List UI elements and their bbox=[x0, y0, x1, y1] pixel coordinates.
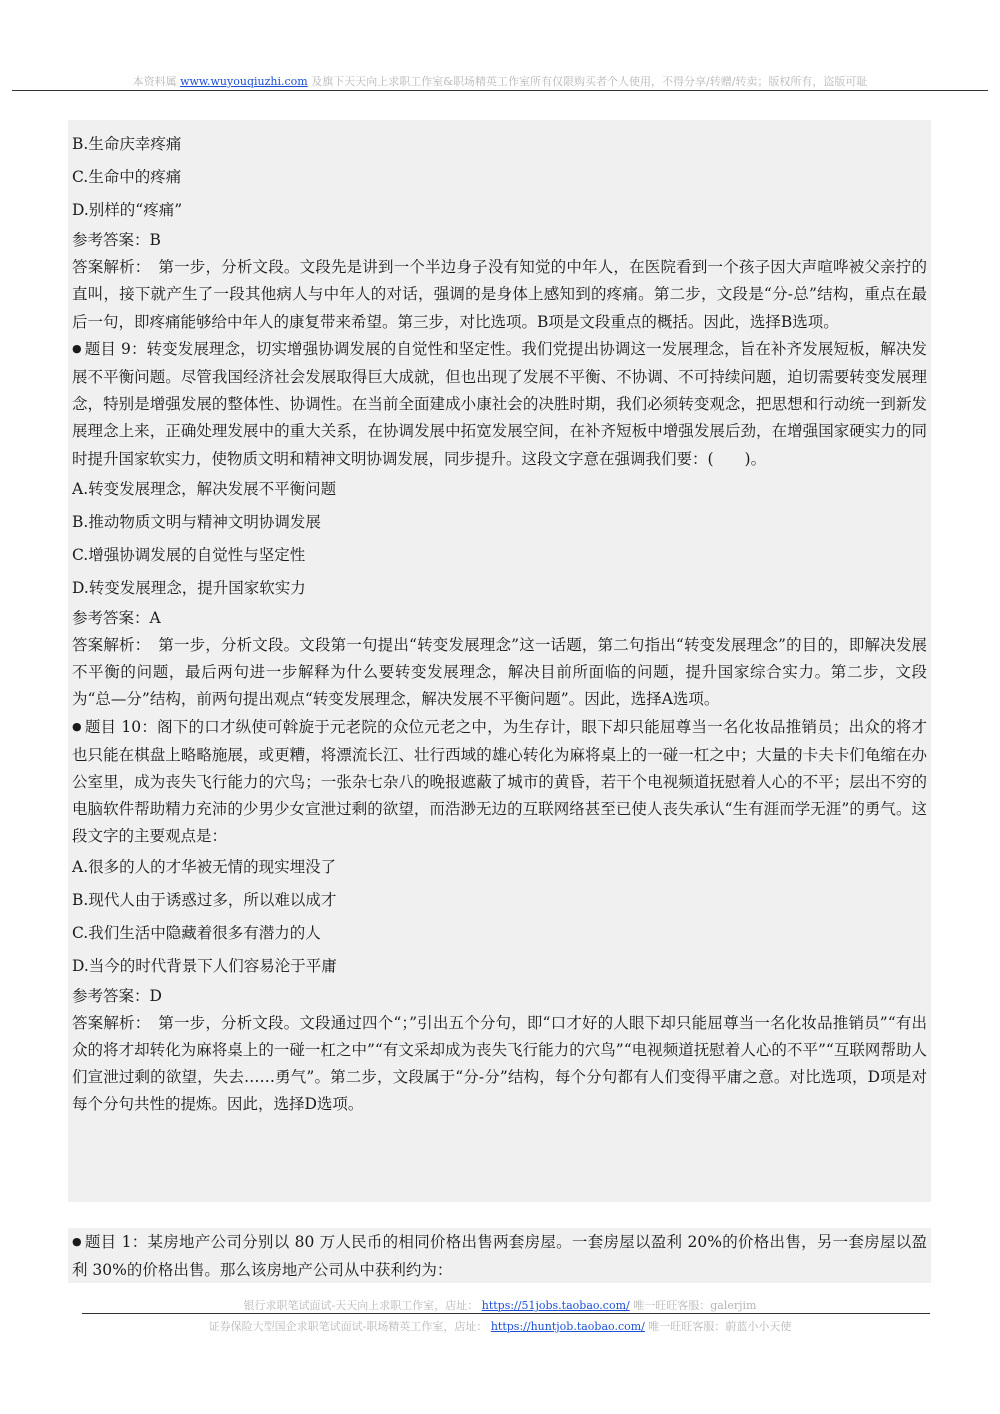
q10-answer: 参考答案：D bbox=[72, 986, 162, 1005]
footer-line2-suffix: 唯一旺旺客服：蔚蓝小小天使 bbox=[648, 1320, 792, 1333]
footer-line-2 bbox=[0, 1318, 1000, 1334]
q8-analysis: 答案解析： 第一步，分析文段。文段先是讲到一个半边身子没有知觉的中年人，在医院看到一个孩子因大声喧哗被父亲拧的直叫，接下就产生了一段其他病人与中年人的对话，强调的是身体上感知到的疼痛。第二步，文段是“分-总”结构，重点在最后一句，即疼痛能够给中年人的康复带来希望。第三步，对比选项。B项是文段重点的概括。因此，选择B选项。 bbox=[72, 258, 927, 331]
bullet-icon: ● bbox=[72, 1235, 82, 1248]
footer-link-51jobs[interactable]: https://51jobs.taobao.com/ bbox=[481, 1299, 630, 1312]
q8-option-b: B.生命庆幸疼痛 bbox=[72, 135, 182, 153]
q9-stem-paragraph bbox=[72, 336, 927, 473]
q9-option-d: D.转变发展理念，提升国家软实力 bbox=[72, 578, 306, 597]
q9-option-b: B.推动物质文明与精神文明协调发展 bbox=[72, 512, 321, 531]
footer-line1-suffix: 唯一旺旺客服：galerjim bbox=[633, 1299, 757, 1312]
question-block-next bbox=[68, 1228, 931, 1283]
header-link[interactable]: www.wuyouqiuzhi.com bbox=[180, 75, 308, 88]
bullet-icon: ● bbox=[72, 719, 82, 733]
footer-link-huntjob[interactable]: https://huntjob.taobao.com/ bbox=[490, 1320, 645, 1333]
q10-option-d: D.当今的时代背景下人们容易沦于平庸 bbox=[72, 956, 337, 975]
q9-option-c: C.增强协调发展的自觉性与坚定性 bbox=[72, 545, 306, 564]
q10-analysis: 答案解析： 第一步，分析文段。文段通过四个“；”引出五个分句，即“口才好的人眼下却只能屈尊当一名化妆品推销员”“有出众的将才却转化为麻将桌上的一碰一杠之中”“有文采却成为丧失飞行能力的穴鸟”“电视频道抚慰着人心的不平”“互联网帮助人们宣泄过剩的欲望，失去……勇气”。第二步，文段属于“分-分”结构，每个分句都有人们变得平庸之意。对比选项，D项是对每个分句共性的提炼。因此，选择D选项。 bbox=[72, 1013, 927, 1114]
footer-line1-prefix: 银行求职笔试面试-天天向上求职工作室，店址： bbox=[243, 1299, 479, 1312]
q10-option-c: C.我们生活中隐藏着很多有潜力的人 bbox=[72, 923, 321, 942]
q1-stem: 题目 1：某房地产公司分别以 80 万人民币的相同价格出售两套房屋。一套房屋以盈利 20%的价格出售，另一套房屋以盈利 30%的价格出售。那么该房地产公司从中获利约为： bbox=[72, 1233, 927, 1280]
header-suffix: 及旗下天天向上求职工作室&职场精英工作室所有仅限购买者个人使用，不得分享/转赠/转卖；版权所有，盗版可耻 bbox=[311, 75, 868, 88]
q10-stem-paragraph bbox=[72, 714, 927, 851]
q8-option-d: D.别样的“疼痛” bbox=[72, 201, 183, 219]
q9-option-a: A.转变发展理念，解决发展不平衡问题 bbox=[72, 479, 337, 498]
header-prefix: 本资料属 bbox=[132, 75, 177, 88]
footer-line-1 bbox=[0, 1297, 1000, 1313]
q9-stem: 题目 9：转变发展理念，切实增强协调发展的自觉性和坚定性。我们党提出协调这一发展理念，旨在补齐发展短板，解决发展不平衡问题。尽管我国经济社会发展取得巨大成就，但也出现了发展不平衡、不协调、不可持续问题，迫切需要转变发展理念，特别是增强发展的整体性、协调性。在当前全面建成小康社会的决胜时期，我们必须转变观念，把思想和行动统一到新发展理念上来，正确处理发展中的重大关系，在协调发展中拓宽发展空间，在补齐短板中增强发展后劲，在增强国家硬实力的同时提升国家软实力，使物质文明和精神文明协调发展，同步提升。这段文字意在强调我们要：( )。 bbox=[72, 339, 927, 468]
q8-option-c: C.生命中的疼痛 bbox=[72, 168, 182, 186]
q1-stem-paragraph bbox=[72, 1229, 927, 1284]
q9-answer: 参考答案：A bbox=[72, 608, 161, 627]
header-divider bbox=[12, 90, 988, 91]
q10-option-b: B.现代人由于诱惑过多，所以难以成才 bbox=[72, 890, 337, 909]
page-header bbox=[0, 73, 1000, 89]
question-block bbox=[68, 120, 931, 1202]
footer-divider bbox=[82, 1313, 930, 1314]
footer-line2-prefix: 证券保险大型国企求职笔试面试-职场精英工作室，店址： bbox=[208, 1320, 488, 1333]
q10-option-a: A.很多的人的才华被无情的现实埋没了 bbox=[72, 857, 337, 876]
q9-analysis: 答案解析： 第一步，分析文段。文段第一句提出“转变发展理念”这一话题，第二句指出“转变发展理念”的目的，即解决发展不平衡的问题，最后两句进一步解释为什么要转变发展理念，解决目前所面临的问题，提升国家综合实力。第二步，文段为“总—分”结构，前两句提出观点“转变发展理念，解决发展不平衡问题”。因此，选择A选项。 bbox=[72, 636, 927, 709]
q10-stem: 题目 10：阁下的口才纵使可斡旋于元老院的众位元老之中，为生存计，眼下却只能屈尊当一名化妆品推销员；出众的将才也只能在棋盘上略略施展，或更糟，将漂流长江、壮行西域的雄心转化为麻将桌上的一碰一杠之中；大量的卡夫卡们龟缩在办公室里，成为丧失飞行能力的穴鸟；一张杂七杂八的晚报遮蔽了城市的黄昏，若干个电视频道抚慰着人心的不平；层出不穷的电脑软件帮助精力充沛的少男少女宣泄过剩的欲望，而浩渺无边的互联网络甚至已使人丧失承认“生有涯而学无涯”的勇气。这段文字的主要观点是： bbox=[72, 717, 927, 846]
bullet-icon: ● bbox=[72, 341, 82, 355]
q8-answer: 参考答案：B bbox=[72, 231, 161, 249]
